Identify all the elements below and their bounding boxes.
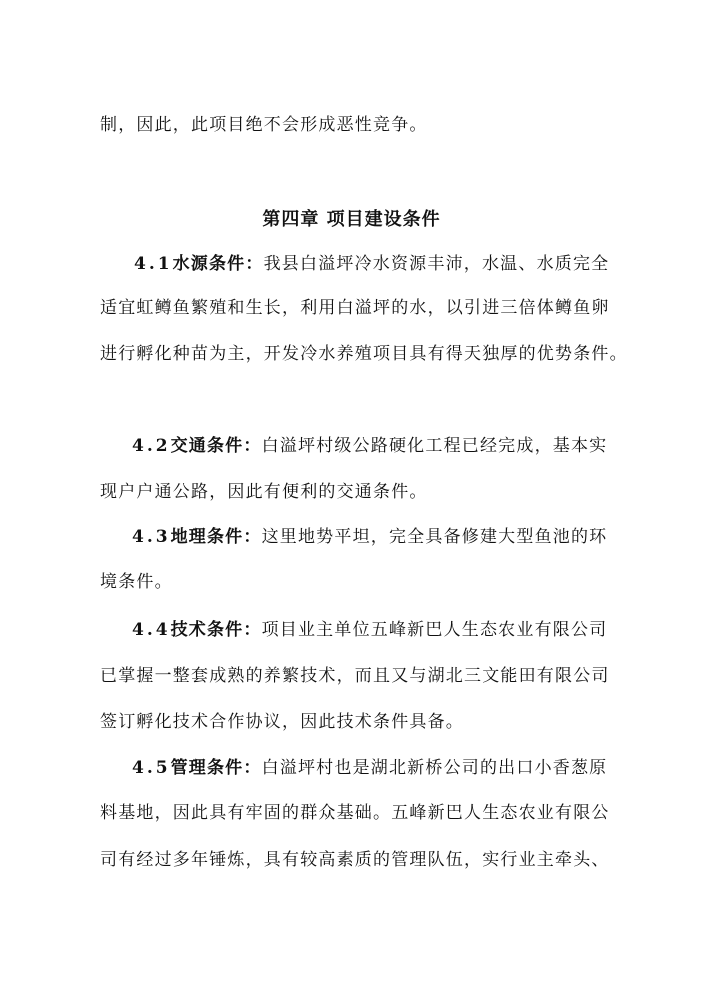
section-4-3-line: 境条件。 <box>100 572 173 592</box>
section-4-2-line: 现户户通公路，因此有便利的交通条件。 <box>100 482 428 502</box>
section-4-2-number: 4.2 <box>132 436 171 456</box>
section-4-5-text: 白溢坪村也是湖北新桥公司的出口小香葱原 <box>261 758 608 778</box>
section-4-2-text: 白溢坪村级公路硬化工程已经完成，基本实 <box>261 436 608 456</box>
section-4-1-line: 适宜虹鳟鱼繁殖和生长，利用白溢坪的水，以引进三倍体鳟鱼卵 <box>100 298 610 318</box>
section-4-5-label: 管理条件： <box>170 758 262 778</box>
section-4-1-line: 进行孵化种苗为主，开发冷水养殖项目具有得天独厚的优势条件。 <box>100 344 628 364</box>
chapter-title: 第四章 项目建设条件 <box>262 209 441 230</box>
section-4-3-text: 这里地势平坦，完全具备修建大型鱼池的环 <box>261 527 608 547</box>
section-4-5-line: 料基地，因此具有牢固的群众基础。五峰新巴人生态农业有限公 <box>100 803 610 823</box>
section-4-1-text: 我县白溢坪冷水资源丰沛，水温、水质完全 <box>263 254 610 274</box>
section-4-4-text: 项目业主单位五峰新巴人生态农业有限公司 <box>261 620 608 640</box>
section-4-1-label: 水源条件： <box>172 254 264 274</box>
section-4-3-number: 4.3 <box>132 527 171 547</box>
section-4-4-label: 技术条件： <box>170 620 262 640</box>
section-4-2-label: 交通条件： <box>170 436 262 456</box>
intro-paragraph-tail: 制，因此，此项目绝不会形成恶性竞争。 <box>100 115 428 135</box>
section-4-1-first-line <box>134 253 609 275</box>
section-4-5-line: 司有经过多年锤炼，具有较高素质的管理队伍，实行业主牵头、 <box>100 850 610 870</box>
section-4-2-first-line <box>132 435 607 457</box>
section-4-4-line: 签订孵化技术合作协议，因此技术条件具备。 <box>100 712 464 732</box>
section-4-4-line: 已掌握一整套成熟的养繁技术，而且又与湖北三文能田有限公司 <box>100 666 610 686</box>
section-4-5-first-line <box>132 757 607 779</box>
section-4-3-first-line <box>132 526 607 548</box>
section-4-3-label: 地理条件： <box>170 527 262 547</box>
section-4-4-first-line <box>132 619 607 641</box>
section-4-5-number: 4.5 <box>132 758 171 778</box>
section-4-4-number: 4.4 <box>132 620 171 640</box>
section-4-1-number: 4.1 <box>134 254 173 274</box>
